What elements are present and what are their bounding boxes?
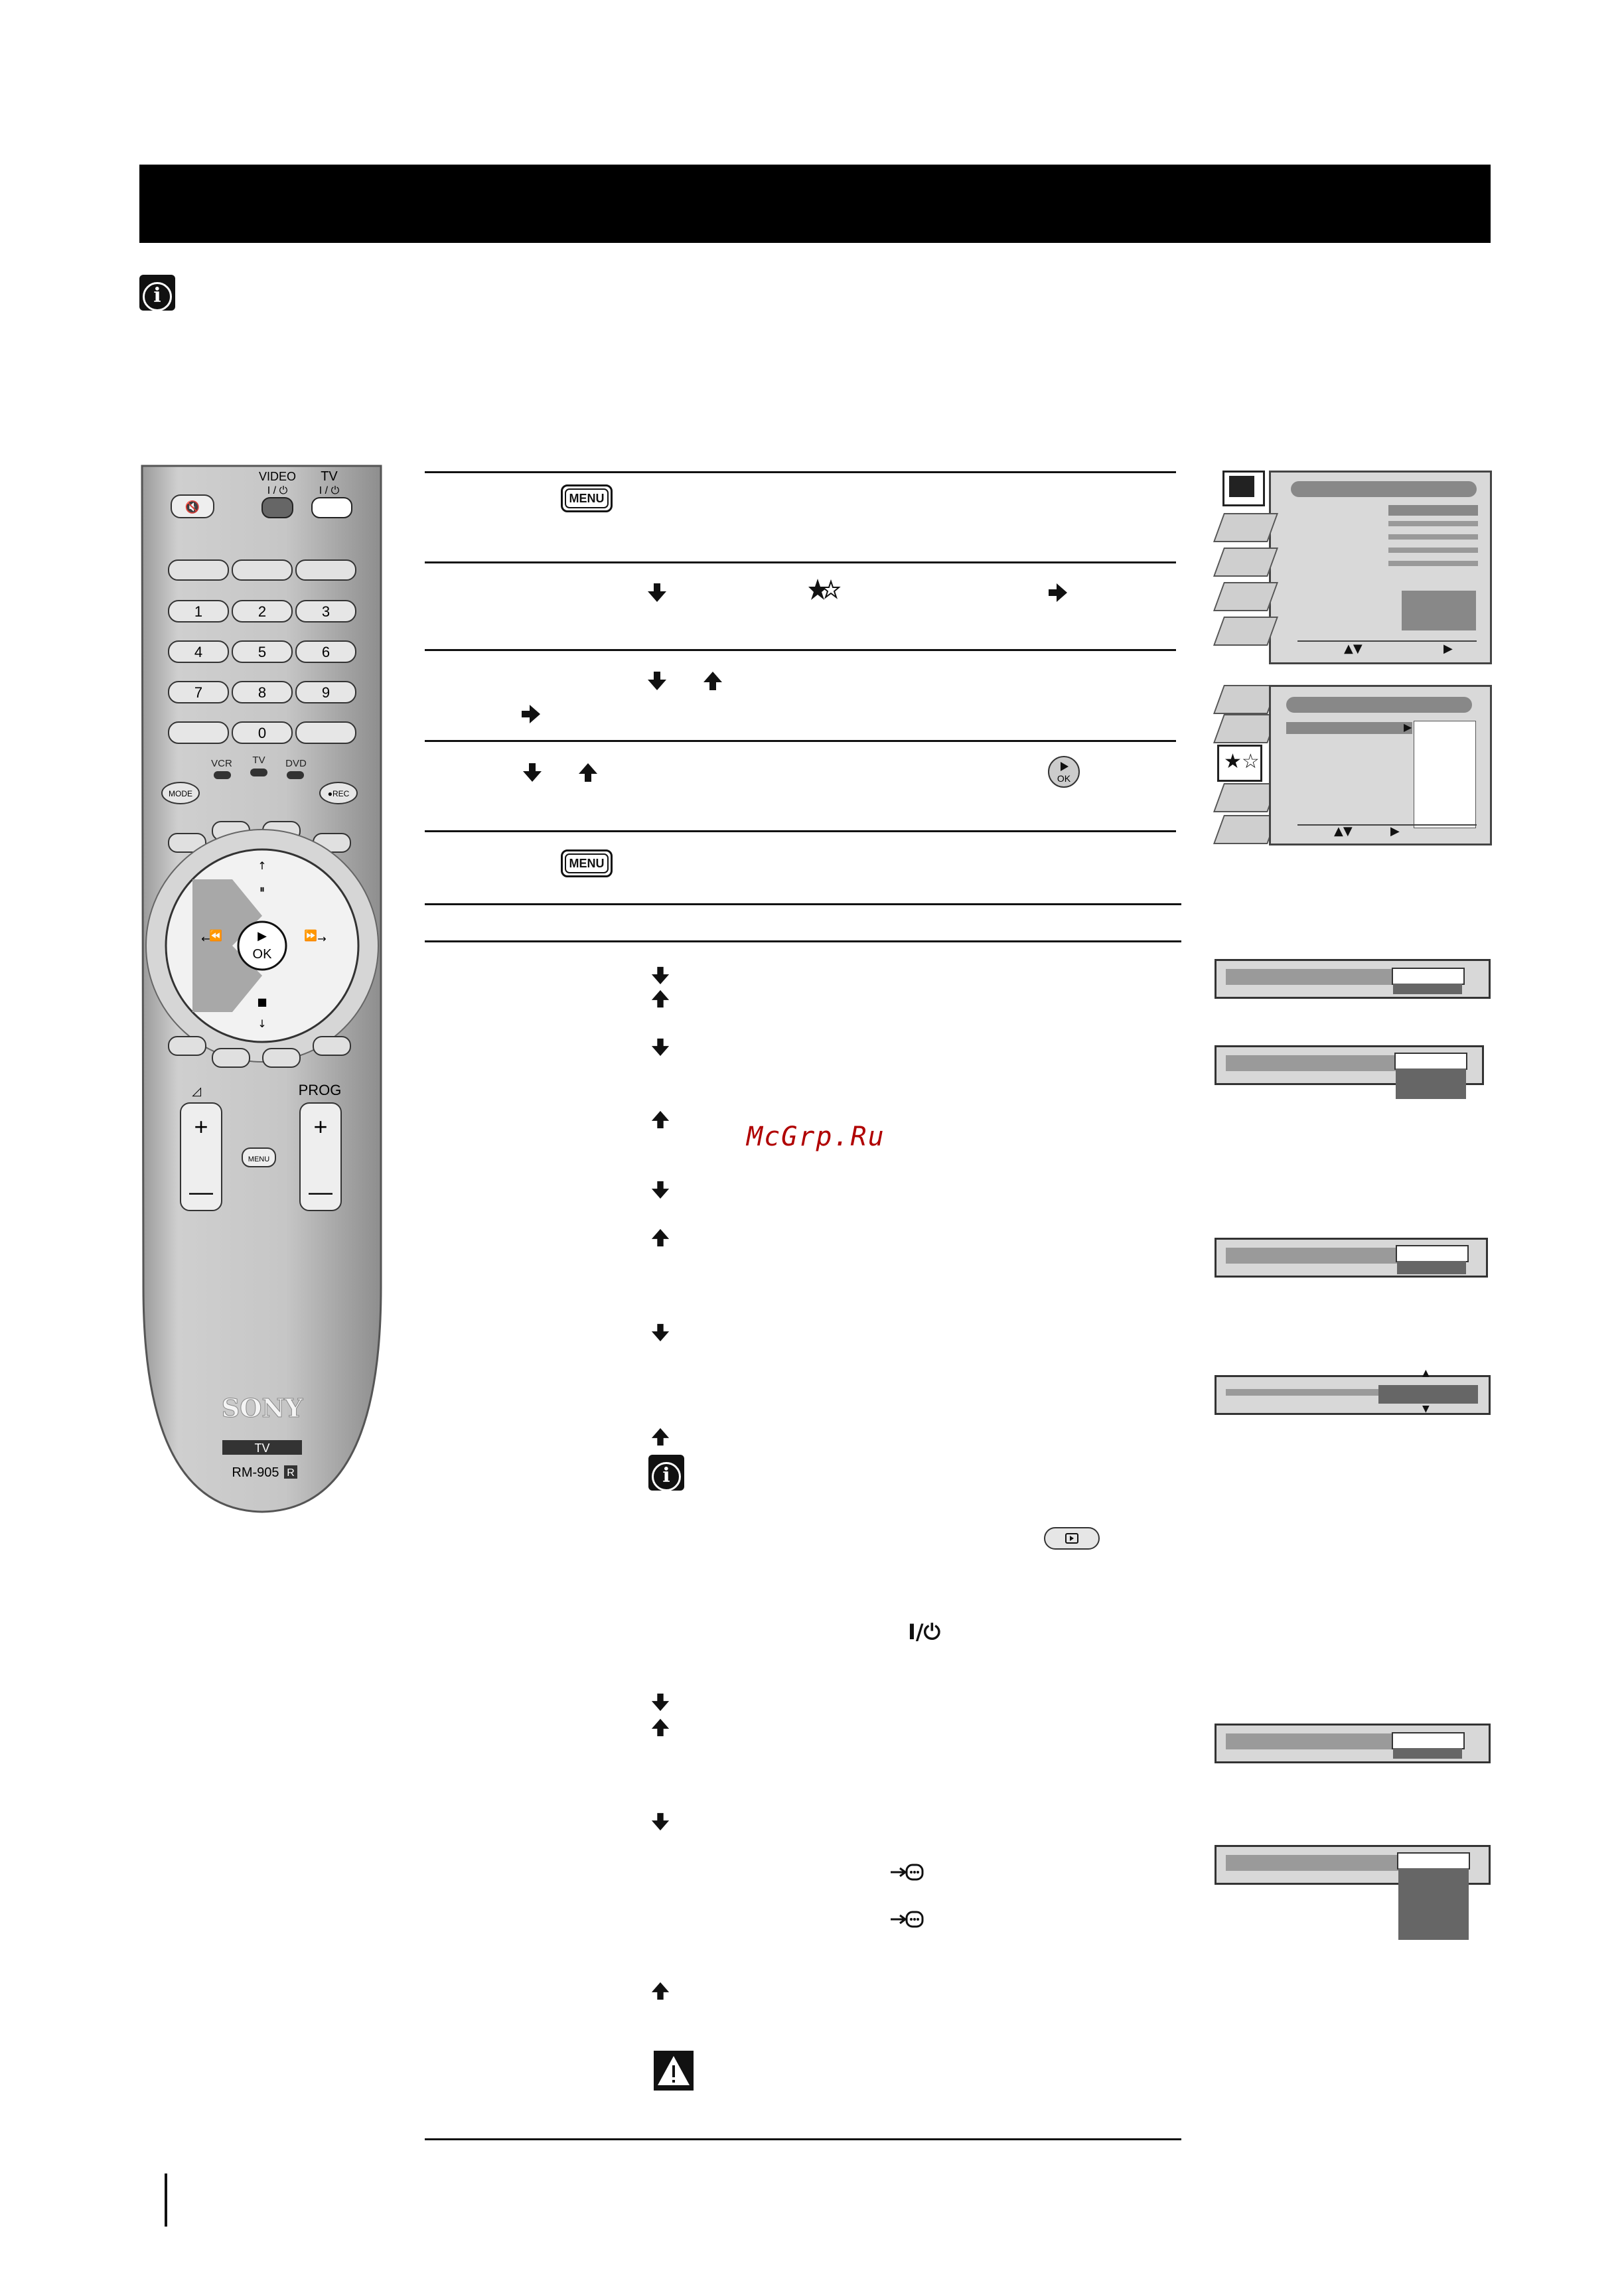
down-arrow-icon [650, 1812, 670, 1832]
down-arrow-icon [650, 1323, 670, 1343]
ok-key-icon [1047, 755, 1080, 788]
down-arrow-icon [646, 670, 668, 692]
right-arrow-icon [520, 703, 542, 725]
svg-text:OK: OK [252, 947, 272, 962]
menu-key-icon: MENU [561, 484, 613, 512]
down-arrow-icon [650, 1037, 670, 1057]
svg-text:6: 6 [321, 644, 331, 660]
svg-text:▶: ▶ [258, 929, 267, 943]
picture-icon [1229, 476, 1254, 497]
input-icon [889, 1862, 925, 1883]
tv-power-label: I / ⏻ [319, 485, 340, 496]
step-rule-2 [425, 561, 1176, 563]
tv-label: TV [321, 469, 338, 484]
function-keys-row[interactable] [169, 560, 356, 580]
step-rule-end [425, 2138, 1181, 2140]
step-rule-4 [425, 740, 1176, 742]
svg-text:7: 7 [194, 684, 203, 701]
step-rule-1 [425, 471, 1176, 473]
svg-text:⏩: ⏩ [304, 929, 317, 942]
svg-text:←: ← [201, 932, 210, 945]
osd-slider-bar: ▲ ▼ [1215, 1375, 1491, 1415]
tv-power-button[interactable] [312, 498, 352, 518]
down-arrow-icon [522, 762, 543, 783]
svg-text:+: + [194, 1113, 208, 1140]
svg-text:8: 8 [258, 684, 267, 701]
prog-label: PROG [298, 1082, 342, 1098]
step-rule-3 [425, 649, 1176, 651]
step-rule-7 [425, 940, 1181, 942]
osd-menu-screen-1: ▲▼ ▶ [1215, 468, 1491, 660]
svg-text:—: — [309, 1178, 332, 1205]
info-icon: i [139, 275, 175, 311]
osd-option-bar-4 [1215, 1724, 1491, 1763]
svg-text:2: 2 [258, 603, 267, 620]
svg-text:⏸: ⏸ [259, 883, 265, 895]
svg-text:+: + [313, 1113, 328, 1140]
osd-option-bar-3 [1215, 1238, 1488, 1278]
video-label: VIDEO [258, 470, 297, 483]
down-arrow-icon [650, 1180, 670, 1200]
osd-option-bar-5 [1215, 1845, 1491, 1885]
video-power-label: I / ⏻ [267, 485, 288, 496]
svg-text:■: ■ [257, 995, 267, 1008]
info-icon: i [648, 1455, 684, 1491]
svg-text:◿: ◿ [192, 1084, 201, 1098]
teletext-key-icon [1043, 1526, 1100, 1550]
osd-option-bar-1 [1215, 959, 1491, 999]
up-arrow-icon [702, 670, 723, 692]
dvd-label: DVD [285, 758, 307, 769]
model-badge: TV [254, 1441, 270, 1455]
svg-text:1: 1 [194, 603, 203, 620]
svg-text:MENU: MENU [248, 1155, 270, 1163]
svg-text:5: 5 [258, 644, 267, 660]
svg-text:4: 4 [194, 644, 203, 660]
up-arrow-icon [650, 1981, 670, 2001]
svg-text:→: → [317, 932, 327, 945]
right-arrow-icon [1047, 582, 1069, 603]
brand-logo: SONY [221, 1393, 303, 1423]
tv-source-label: TV [252, 755, 265, 766]
up-arrow-icon [650, 1718, 670, 1737]
down-arrow-icon [650, 1692, 670, 1712]
svg-text:🔇: 🔇 [185, 500, 200, 514]
header-bar [139, 165, 1491, 243]
menu-key-icon: MENU [561, 849, 613, 877]
up-arrow-icon [650, 1427, 670, 1447]
model-name: RM-905 [232, 1465, 279, 1480]
up-arrow-icon [577, 762, 599, 783]
remote-control [139, 465, 385, 1513]
step-rule-6 [425, 903, 1181, 905]
down-arrow-icon [650, 966, 670, 986]
svg-text:↑: ↑ [258, 859, 267, 872]
svg-text:R: R [287, 1467, 295, 1479]
svg-text:⏪: ⏪ [209, 929, 222, 942]
power-symbol-icon: I/⏻ [908, 1619, 940, 1645]
up-arrow-icon [650, 1110, 670, 1130]
features-tab-icon: ★☆ [1224, 750, 1260, 773]
svg-text:OK: OK [1057, 773, 1071, 784]
osd-menu-screen-2: ★☆ ▶ ▲▼ ▶ [1215, 684, 1491, 843]
svg-text:3: 3 [321, 603, 331, 620]
warning-icon [654, 2051, 694, 2091]
osd-option-bar-2 [1215, 1045, 1484, 1085]
up-arrow-icon [650, 1228, 670, 1248]
vcr-label: VCR [211, 758, 232, 769]
svg-text:—: — [189, 1178, 213, 1205]
page-margin-mark [165, 2173, 167, 2227]
svg-text:↓: ↓ [258, 1017, 267, 1030]
input-icon [889, 1909, 925, 1930]
svg-text:0: 0 [258, 725, 267, 741]
up-arrow-icon [650, 989, 670, 1009]
video-power-button[interactable] [262, 498, 293, 518]
svg-text:●REC: ●REC [327, 789, 350, 798]
step-rule-5 [425, 830, 1176, 832]
watermark: McGrp.Ru [747, 1122, 885, 1152]
down-arrow-icon [646, 582, 668, 603]
features-star-icon [808, 577, 842, 604]
svg-text:MODE: MODE [169, 789, 192, 798]
svg-text:9: 9 [321, 684, 331, 701]
